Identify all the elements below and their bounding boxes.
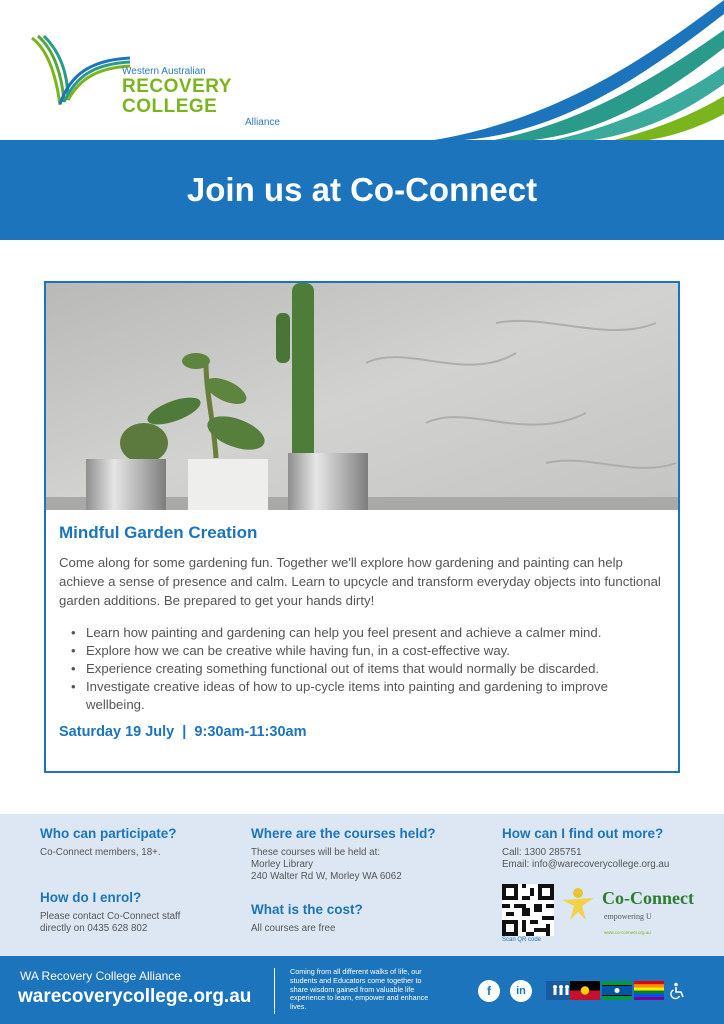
footer xyxy=(0,956,724,1024)
torres-strait-flag-icon xyxy=(602,981,632,1000)
linkedin-icon[interactable] xyxy=(510,980,532,1002)
scan-qr-label: Scan QR code xyxy=(502,937,542,943)
footer-website-link[interactable]: warecoverycollege.org.au xyxy=(18,986,252,1007)
who-text: Co-Connect members, 18+. xyxy=(40,847,161,858)
cost-column xyxy=(251,902,363,935)
logo-wave-icon xyxy=(30,30,130,110)
more-info-heading: How can I find out more? xyxy=(502,826,664,841)
course-title: Mindful Garden Creation xyxy=(59,523,258,542)
where-heading: Where are the courses held? xyxy=(251,826,436,841)
list-item: • Experience creating something functional out of items that would normally be discarded. xyxy=(71,660,669,678)
enrol-text-1: Please contact Co-Connect staff xyxy=(40,911,181,922)
course-description: Come along for some gardening fun. Together we'll explore how gardening and painting can help achieve a sense of presence and calm. Learn to upcycle and transform everyday objects into functional garden additions. Be prepared to get your hands dirty! xyxy=(59,555,661,608)
course-details xyxy=(59,523,669,740)
who-column xyxy=(40,826,177,859)
cost-text: All courses are free xyxy=(251,923,336,934)
logo-top-text: Western Australian xyxy=(122,66,206,77)
title-banner xyxy=(0,140,724,240)
where-text-1: These courses will be held at: xyxy=(251,847,381,858)
where-column xyxy=(251,826,436,883)
facebook-glyph: f xyxy=(487,984,491,998)
recovery-college-logo[interactable] xyxy=(30,30,280,128)
linkedin-glyph: in xyxy=(516,985,526,997)
header xyxy=(0,0,724,140)
logo-main-text: RECOVERY COLLEGE xyxy=(122,76,232,117)
enrol-column xyxy=(40,890,180,935)
email-link[interactable]: Email: info@warecoverycollege.org.au xyxy=(502,859,670,870)
facebook-icon[interactable] xyxy=(478,980,500,1002)
more-info-column xyxy=(502,826,669,871)
footer-alliance: WA Recovery College Alliance xyxy=(20,969,181,983)
decorative-stripes xyxy=(434,0,724,140)
co-connect-figure-icon xyxy=(558,884,598,924)
where-text-2: Morley Library xyxy=(251,859,314,870)
course-card xyxy=(44,281,680,773)
cost-heading: What is the cost? xyxy=(251,902,363,917)
footer-divider xyxy=(274,968,275,1014)
co-connect-url: www.co-connect.org.au xyxy=(604,930,651,935)
logo-bottom-text: Alliance xyxy=(244,117,280,128)
where-text-3: 240 Walter Rd W, Morley WA 6062 xyxy=(251,871,402,882)
co-connect-title: Co-Connect xyxy=(602,888,694,908)
course-bullets xyxy=(59,624,669,714)
qr-code[interactable] xyxy=(502,884,554,936)
list-item: • Investigate creative ideas of how to up-cycle items into painting and gardening to improve wellbeing. xyxy=(71,678,669,714)
course-date-time: Saturday 19 July | 9:30am-11:30am xyxy=(59,724,307,740)
list-item: • Explore how we can be creative while having fun, in a cost-effective way. xyxy=(71,642,669,660)
aboriginal-flag-icon xyxy=(570,981,600,1000)
info-section xyxy=(0,814,724,956)
co-connect-logo[interactable] xyxy=(556,882,716,942)
enrol-text-2: directly on 0435 628 802 xyxy=(40,923,148,934)
rainbow-flag-icon xyxy=(634,981,664,1000)
accessibility-icon xyxy=(668,981,688,1000)
list-item: • Learn how painting and gardening can help you feel present and achieve a calmer mind. xyxy=(71,624,669,642)
logo-wordmark xyxy=(122,66,280,128)
co-connect-tagline: empowering U xyxy=(604,912,652,921)
plants-photo xyxy=(46,283,678,510)
page-title: Join us at Co-Connect xyxy=(186,171,538,208)
footer-blurb: Coming from all different walks of life, our students and Educators come together to share wisdom gained from valuable life experience to learn, empower and enhance lives. xyxy=(290,967,429,1012)
enrol-heading: How do I enrol? xyxy=(40,890,142,905)
phone-number[interactable]: Call: 1300 285751 xyxy=(502,847,582,858)
who-heading: Who can participate? xyxy=(40,826,177,841)
